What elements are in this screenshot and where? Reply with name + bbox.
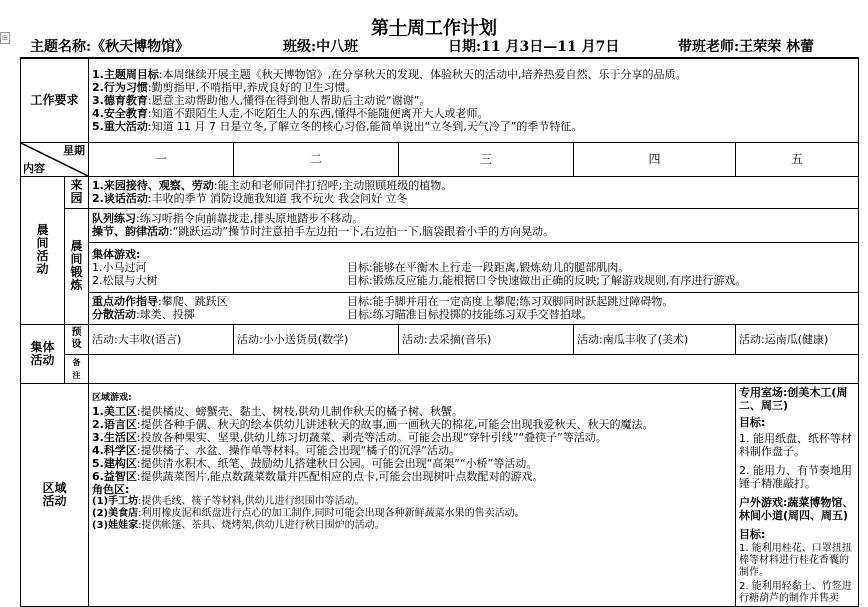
group-activity-fri: 活动:运南瓜(健康): [736, 324, 859, 354]
queue-rhythm-content: 队列练习:练习听指令向前靠拢走,排头原地踏步不移动。 操节、韵律活动:“跳跃运动”操节时注意拍手左边拍一下,右边拍一下,脑袋跟着小手的方向晃动。: [89, 208, 859, 242]
work-req-item: 5.重大活动:知道 11 月 7 日是立冬,了解立冬的核心习俗,能简单说出“立冬到,天气冷了”的季节特征。: [92, 119, 583, 133]
weekday-4: 四: [574, 142, 736, 176]
group-activity-thu: 活动:南瓜丰收了(美术): [574, 324, 736, 354]
morning-label: 晨 间 活 动: [21, 176, 65, 324]
theme-name: 主题名称:《秋天博物馆》: [30, 39, 190, 55]
weekly-plan-table: [20, 57, 859, 607]
preset-label: 预 设: [65, 324, 89, 354]
group-activity-wed: 活动:去采摘(音乐): [399, 324, 574, 354]
work-req-item: 3.德育教育:愿意主动帮助他人,懂得在得到他人帮助后主动说“谢谢”。: [92, 93, 431, 107]
page-title: 第十周工作计划: [371, 18, 497, 39]
note-content: [89, 354, 859, 383]
teachers: 带班老师:王荣荣 林蕾: [678, 39, 815, 55]
week-corner-bottom: 内容: [23, 161, 45, 175]
focus-scatter-content: 重点动作指导:攀爬、跳跃区 目标:能手脚并用在一定高度上攀爬;练习双脚同时跃起跳过障碍物。 分散活动:球类、投掷 目标:练习瞄准目标投掷的技能练习双手交替拍球。: [89, 292, 859, 324]
work-req-item: 1.主题周目标:本周继续开展主题《秋天博物馆》,在分享秋天的发现、体验秋天的活动中,培养热爱自然、乐于分享的品质。: [92, 67, 687, 81]
work-req-item: 4.安全教育:知道不跟陌生人走,不吃陌生人的东西,懂得不能随便离开大人或老师。: [92, 106, 489, 120]
class-name: 班级:中八班: [283, 39, 359, 55]
special-content: 专用室场:创美木工(周二、周三) 目标: 1. 能用纸盘、纸杯等材料制作盘子。 2. 能用力、有节奏地用锤子精准敲打。 户外游戏:蔬菜博物馆、林间小道(周四、周五) 目标: 1. 能利用桂花、口罩扭扭棒等材料进行桂花香囊的制作。 2. 能利用轻黏土、竹签进行糖葫芦的制作并售卖: [736, 383, 859, 606]
weekday-2: 二: [234, 142, 399, 176]
work-req-content: [89, 58, 859, 142]
week-corner-top: 星期: [63, 143, 86, 157]
group-games-content: 集体游戏: 1.小马过河 目标:能够在平衡木上行走一段距离,锻炼幼儿的腿部肌肉。 2.松鼠与大树 目标:锻炼反应能力,能根据口令快速做出正确的反映;了解游戏规则,有序进行游戏。: [89, 242, 859, 292]
region-label: 区域 活动: [21, 383, 89, 606]
group-activity-mon: 活动:大丰收(语言): [89, 324, 234, 354]
week-corner-cell: [21, 142, 89, 176]
group-activity-label: 集体 活动: [21, 324, 65, 383]
weekday-3: 三: [399, 142, 574, 176]
arrive-label: 来 园: [65, 176, 89, 208]
weekday-5: 五: [736, 142, 859, 176]
work-req-label: 工作要求: [21, 58, 89, 142]
region-content: 区域游戏: 1.美工区:提供橘皮、螃蟹壳、黏土、树枝,供幼儿制作秋天的橘子树、秋蟹。 2.语言区:提供各种手偶、秋天的绘本供幼儿讲述秋天的故事,画一画秋天的棉花,可能会出现我爱秋天、秋天的魔法。 3.生活区:投放各种果实、坚果,供幼儿练习切蔬菜、剥壳等活动。可能会出现“穿针引线”“叠筷子”等活动。 4.科学区:提供橘子、水盆、操作单等材料。可能会出现“橘子的沉浮”活动。 5.建构区:提供清水积木、纸笔、鼓励幼儿搭建秋日公园。可能会出现“高架”“小桥”等活动。 6.益智区:提供蔬菜图片,能点数蔬菜数量并匹配相应的点卡,可能会出现树叶点数配对的游戏。 角色区: (1)手工坊:提供毛线、筷子等材料,供幼儿进行织围巾等活动。 (2)美食店:利用橡皮泥和纸盘进行点心的加工制作,同时可能会出现各种新鲜蔬菜水果的售卖活动。 (3)娃娃家:提供帐篷、茶具、烧烤架,供幼儿进行秋日围炉的活动。: [89, 383, 736, 606]
date-range: 日期:11 月3日—11 月7日: [448, 39, 620, 55]
arrive-content: 1.来园接待、观察、劳动:能主动和老师同伴打招呼;主动照顾班级的植物。 2.谈话活动:丰收的季节 消防设施我知道 我不玩火 我会问好 立冬: [89, 176, 859, 208]
weekday-1: 一: [89, 142, 234, 176]
work-req-item: 2.行为习惯:勤剪指甲,不啃指甲,养成良好的卫生习惯。: [92, 80, 357, 94]
note-label: 备 注: [65, 354, 89, 383]
table-handle-icon[interactable]: ⊞: [0, 32, 10, 44]
exercise-label: 晨 间 锻 炼: [65, 208, 89, 324]
group-activity-tue: 活动:小小送货员(数学): [234, 324, 399, 354]
